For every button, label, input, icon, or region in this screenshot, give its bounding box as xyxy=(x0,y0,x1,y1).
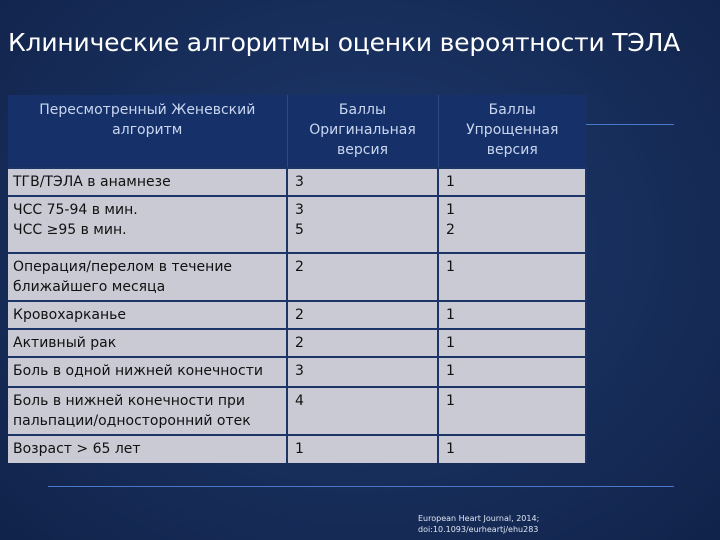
original-points-cell: 3 xyxy=(287,168,438,196)
original-points-cell: 2 xyxy=(287,253,438,301)
original-points-cell: 2 xyxy=(287,329,438,357)
table-body xyxy=(8,168,586,463)
criterion-cell: Возраст > 65 лет xyxy=(8,435,287,463)
header-algorithm: Пересмотренный Женевский алгоритм xyxy=(8,95,287,168)
original-points-cell: 2 xyxy=(287,301,438,329)
simplified-points-cell: 1 2 xyxy=(438,196,586,253)
header-simplified-points: Баллы Упрощенная версия xyxy=(438,95,586,168)
criterion-cell: Активный рак xyxy=(8,329,287,357)
table-row xyxy=(8,196,586,253)
table-row xyxy=(8,387,586,435)
table-row xyxy=(8,329,586,357)
simplified-points-cell: 1 xyxy=(438,253,586,301)
original-points-cell: 3 5 xyxy=(287,196,438,253)
slide-title: Клинические алгоритмы оценки вероятности ТЭЛА xyxy=(8,28,681,57)
table-row xyxy=(8,301,586,329)
table-row xyxy=(8,168,586,196)
header-original-points: Баллы Оригинальная версия xyxy=(287,95,438,168)
table-row xyxy=(8,357,586,387)
criterion-cell: Кровохарканье xyxy=(8,301,287,329)
simplified-points-cell: 1 xyxy=(438,387,586,435)
table-row xyxy=(8,435,586,463)
criterion-cell: Операция/перелом в течение ближайшего месяца xyxy=(8,253,287,301)
table-row xyxy=(8,253,586,301)
citation-doi: doi:10.1093/eurheartj/ehu283 xyxy=(418,525,539,534)
criterion-cell: Боль в одной нижней конечности xyxy=(8,357,287,387)
header-underline xyxy=(586,124,674,125)
criterion-cell: Боль в нижней конечности при пальпации/односторонний отек xyxy=(8,387,287,435)
citation-journal: European Heart Journal, 2014; xyxy=(418,514,540,523)
simplified-points-cell: 1 xyxy=(438,168,586,196)
criterion-cell: ЧСС 75-94 в мин. ЧСС ≥95 в мин. xyxy=(8,196,287,253)
original-points-cell: 4 xyxy=(287,387,438,435)
criterion-cell: ТГВ/ТЭЛА в анамнезе xyxy=(8,168,287,196)
simplified-points-cell: 1 xyxy=(438,301,586,329)
citation xyxy=(418,513,539,535)
simplified-points-cell: 1 xyxy=(438,357,586,387)
original-points-cell: 3 xyxy=(287,357,438,387)
simplified-points-cell: 1 xyxy=(438,329,586,357)
simplified-points-cell: 1 xyxy=(438,435,586,463)
footer-divider-line xyxy=(48,486,674,487)
geneva-score-table xyxy=(8,95,587,463)
original-points-cell: 1 xyxy=(287,435,438,463)
table-header-row xyxy=(8,95,586,168)
